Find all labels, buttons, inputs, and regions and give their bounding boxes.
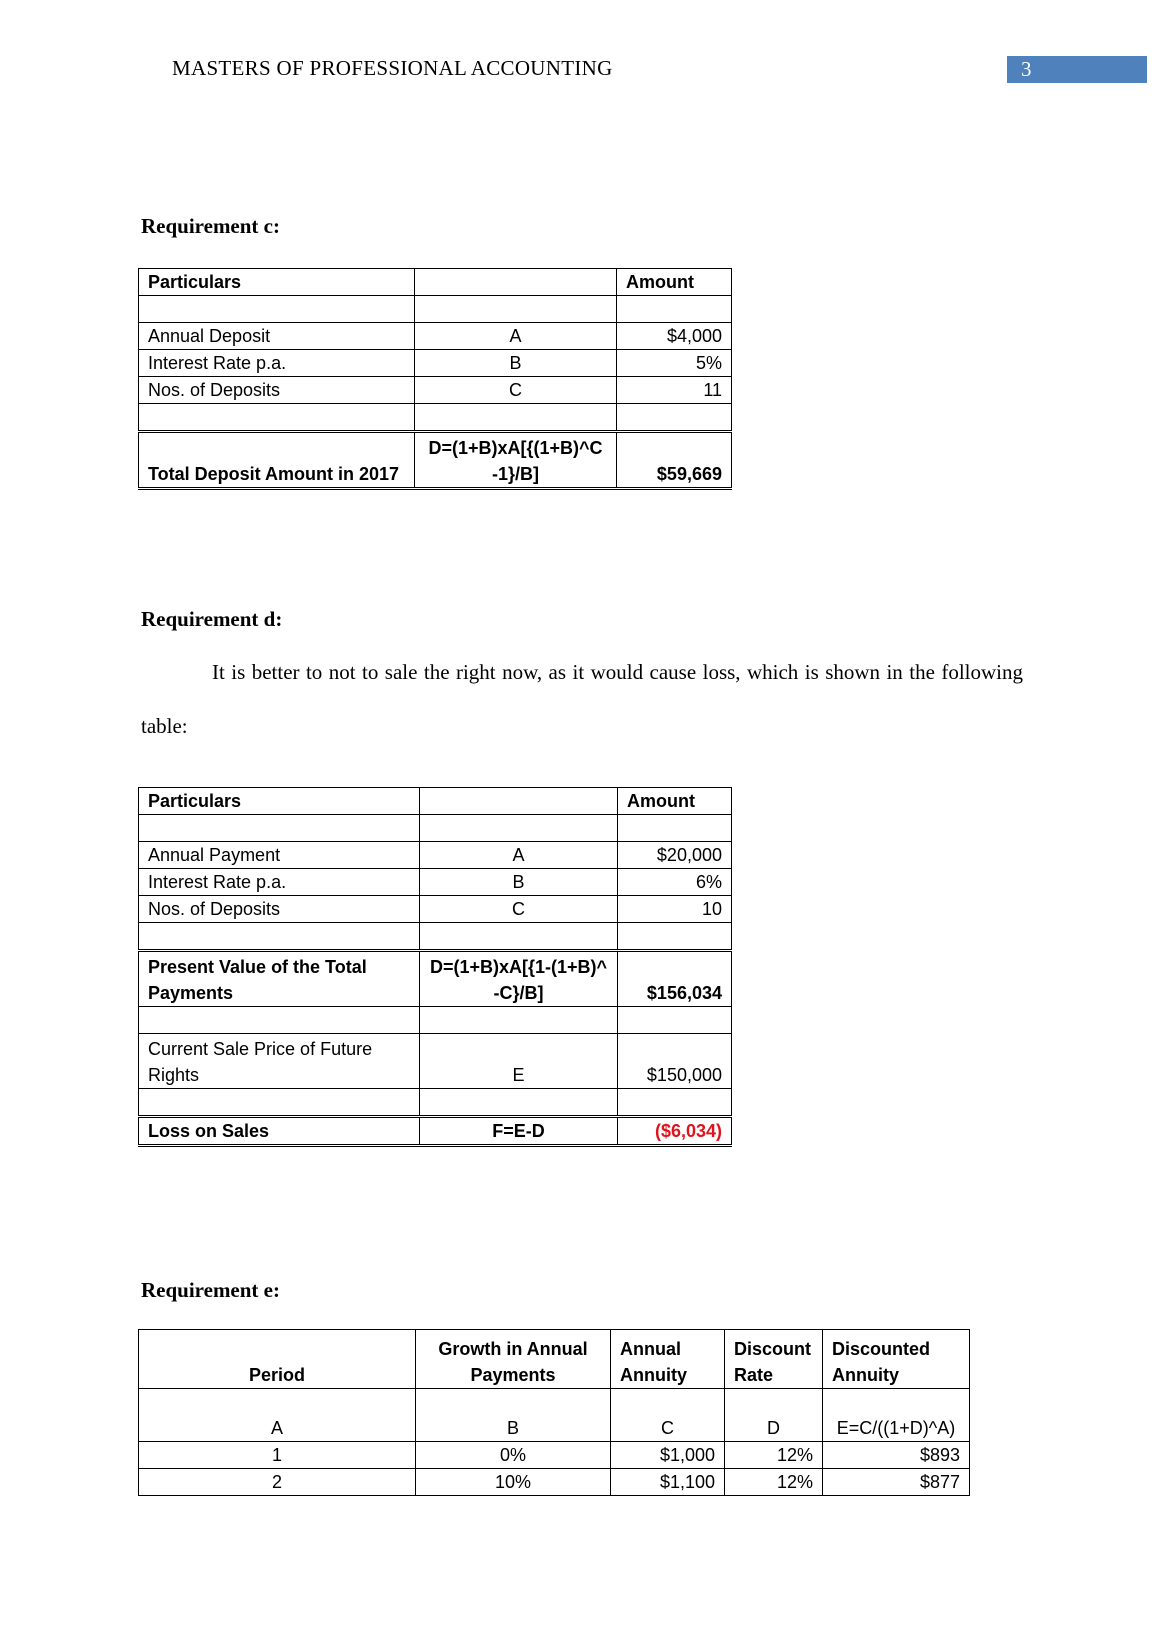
cell-growth: 10% <box>416 1469 611 1496</box>
codes-row <box>139 1389 970 1442</box>
code-d: D <box>725 1389 823 1442</box>
requirement-d-paragraph <box>141 645 1023 753</box>
sale-label: Current Sale Price of Future Rights <box>139 1034 420 1089</box>
requirement-c-table <box>138 268 732 490</box>
row-amount: 6% <box>618 869 732 896</box>
table-row-empty <box>139 1089 732 1117</box>
row-label: Annual Deposit <box>139 323 415 350</box>
row-code: A <box>420 842 618 869</box>
cell-rate: 12% <box>725 1469 823 1496</box>
total-row <box>139 432 732 489</box>
table-header-row <box>139 269 732 296</box>
row-amount: $4,000 <box>617 323 732 350</box>
paragraph-text: It is better to not to sale the right now, as it would cause loss, which is shown in the following table: <box>141 660 1023 738</box>
table-row-empty <box>139 1007 732 1034</box>
header-particulars: Particulars <box>139 269 415 296</box>
loss-row <box>139 1117 732 1146</box>
table-row-empty <box>139 923 732 951</box>
code-e: E=C/((1+D)^A) <box>823 1389 970 1442</box>
table-row <box>139 1442 970 1469</box>
row-label: Nos. of Deposits <box>139 377 415 404</box>
header-annuity: Annual Annuity <box>611 1330 725 1389</box>
header-discount-rate: Discount Rate <box>725 1330 823 1389</box>
table-row <box>139 323 732 350</box>
header-amount: Amount <box>618 788 732 815</box>
row-code: C <box>415 377 617 404</box>
header-period: Period <box>139 1330 416 1389</box>
header-blank <box>420 788 618 815</box>
table-row-empty <box>139 404 732 432</box>
cell-discounted: $893 <box>823 1442 970 1469</box>
cell-discounted: $877 <box>823 1469 970 1496</box>
table-row-empty <box>139 296 732 323</box>
requirement-d-table <box>138 787 732 1147</box>
row-label: Nos. of Deposits <box>139 896 420 923</box>
loss-label: Loss on Sales <box>139 1117 420 1146</box>
header-growth: Growth in Annual Payments <box>416 1330 611 1389</box>
requirement-e-table <box>138 1329 970 1496</box>
table-header-row <box>139 788 732 815</box>
total-amount: $59,669 <box>617 432 732 489</box>
cell-rate: 12% <box>725 1442 823 1469</box>
cell-period: 1 <box>139 1442 416 1469</box>
pv-row <box>139 951 732 1007</box>
total-label: Total Deposit Amount in 2017 <box>139 432 415 489</box>
table-row <box>139 1469 970 1496</box>
row-label: Interest Rate p.a. <box>139 350 415 377</box>
header-blank <box>415 269 617 296</box>
table-row <box>139 896 732 923</box>
header-particulars: Particulars <box>139 788 420 815</box>
pv-label: Present Value of the Total Payments <box>139 951 420 1007</box>
code-c: C <box>611 1389 725 1442</box>
row-label: Annual Payment <box>139 842 420 869</box>
page-number: 3 <box>1007 56 1147 83</box>
row-code: B <box>420 869 618 896</box>
row-amount: 5% <box>617 350 732 377</box>
sale-code: E <box>420 1034 618 1089</box>
code-a: A <box>139 1389 416 1442</box>
code-b: B <box>416 1389 611 1442</box>
row-code: B <box>415 350 617 377</box>
pv-amount: $156,034 <box>618 951 732 1007</box>
loss-formula: F=E-D <box>420 1117 618 1146</box>
row-code: C <box>420 896 618 923</box>
total-formula: D=(1+B)xA[{(1+B)^C -1}/B] <box>415 432 617 489</box>
cell-annuity: $1,100 <box>611 1469 725 1496</box>
requirement-d-heading: Requirement d: <box>141 607 283 631</box>
table-row <box>139 350 732 377</box>
header-amount: Amount <box>617 269 732 296</box>
sale-row <box>139 1034 732 1089</box>
header-discounted-annuity: Discounted Annuity <box>823 1330 970 1389</box>
row-code: A <box>415 323 617 350</box>
cell-period: 2 <box>139 1469 416 1496</box>
table-row <box>139 377 732 404</box>
requirement-e-heading: Requirement e: <box>141 1278 280 1302</box>
row-amount: $20,000 <box>618 842 732 869</box>
row-label: Interest Rate p.a. <box>139 869 420 896</box>
table-row-empty <box>139 815 732 842</box>
cell-annuity: $1,000 <box>611 1442 725 1469</box>
table-row <box>139 842 732 869</box>
table-row <box>139 869 732 896</box>
requirement-c-heading: Requirement c: <box>141 214 280 238</box>
loss-amount: ($6,034) <box>618 1117 732 1146</box>
table-header-row <box>139 1330 970 1389</box>
row-amount: 10 <box>618 896 732 923</box>
pv-formula: D=(1+B)xA[{1-(1+B)^-C}/B] <box>420 951 618 1007</box>
cell-growth: 0% <box>416 1442 611 1469</box>
running-header: MASTERS OF PROFESSIONAL ACCOUNTING <box>172 56 613 80</box>
row-amount: 11 <box>617 377 732 404</box>
sale-amount: $150,000 <box>618 1034 732 1089</box>
